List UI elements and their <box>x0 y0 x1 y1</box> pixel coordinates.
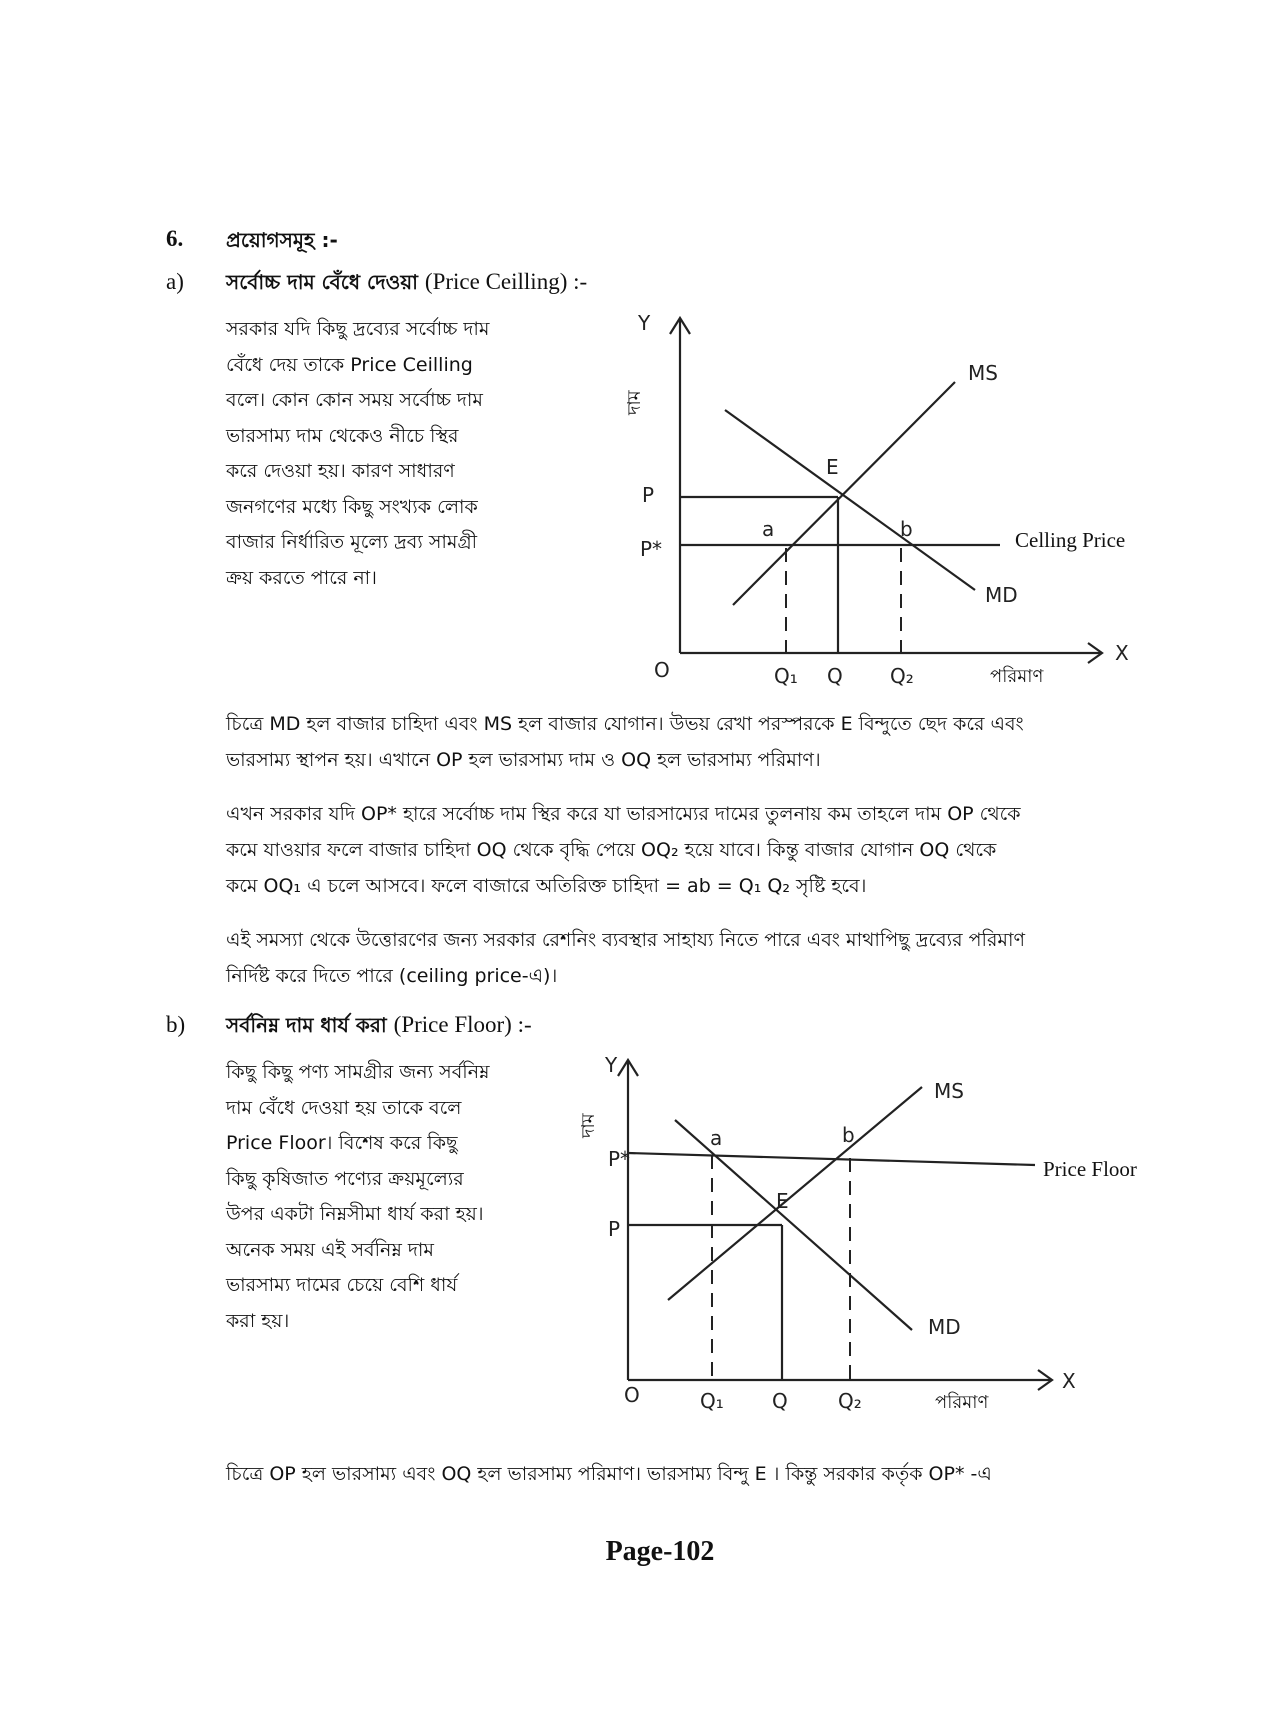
page-number: Page-102 <box>605 1536 715 1567</box>
para-line: কমে OQ₁ এ চলে আসবে। ফলে বাজারে অতিরিক্ত চাহিদা = ab = Q₁ Q₂ সৃষ্টি হবে। <box>226 875 867 897</box>
part-b-label: b) <box>166 1012 186 1037</box>
equilibrium-label: E <box>776 1189 789 1213</box>
side-line: ভারসাম্য দামের চেয়ে বেশি ধার্য <box>226 1274 458 1296</box>
origin-label: O <box>654 658 670 682</box>
part-a-label: a) <box>166 269 184 294</box>
para-line: চিত্রে MD হল বাজার চাহিদা এবং MS হল বাজার যোগান। উভয় রেখা পরস্পরকে E বিন্দুতে ছেদ করে এবং <box>226 713 1024 735</box>
side-line: কিছু কৃষিজাত পণ্যের ক্রয়মূল্যের <box>226 1167 464 1190</box>
para-line: নির্দিষ্ট করে দিতে পারে (ceiling price-এ)। <box>226 965 558 987</box>
ms-label: MS <box>968 361 998 385</box>
price-axis-label: দাম <box>624 390 645 415</box>
p-label: P <box>608 1217 621 1241</box>
md-label: MD <box>985 583 1018 607</box>
part-a-title-en: (Price Ceilling) :- <box>424 269 588 294</box>
origin-label: O <box>624 1383 640 1407</box>
section-title: প্রয়োগসমূহ :- <box>226 228 338 252</box>
q-label: Q <box>827 664 843 688</box>
side-line: করা হয়। <box>226 1309 290 1332</box>
para-line: চিত্রে OP হল ভারসাম্য এবং OQ হল ভারসাম্য পরিমাণ। ভারসাম্য বিন্দু E । কিন্তু সরকার কর্তৃক OP* -এ <box>226 1463 992 1485</box>
p-star-label: P* <box>608 1147 631 1171</box>
equilibrium-label: E <box>826 455 839 479</box>
quantity-axis-label: পরিমাণ <box>935 1392 989 1413</box>
q-label: Q <box>772 1389 788 1413</box>
part-b-title-bn: সর্বনিম্ন দাম ধার্য করা <box>226 1013 387 1037</box>
x-axis-label: X <box>1062 1369 1076 1393</box>
q1-label: Q₁ <box>774 664 798 688</box>
part-b-title-en: (Price Floor) :- <box>393 1012 532 1037</box>
md-label: MD <box>928 1315 961 1339</box>
side-line: জনগণের মধ্যে কিছু সংখ্যক লোক <box>226 495 478 518</box>
price-floor-label: Price Floor <box>1043 1157 1137 1181</box>
side-line: কিছু কিছু পণ্য সামগ্রীর জন্য সর্বনিম্ন <box>226 1061 490 1083</box>
side-line: করে দেওয়া হয়। কারণ সাধারণ <box>226 460 455 482</box>
point-b-label: b <box>900 517 913 541</box>
side-line: উপর একটা নিম্নসীমা ধার্য করা হয়। <box>226 1203 484 1225</box>
side-line: বাজার নির্ধারিত মূল্যে দ্রব্য সামগ্রী <box>226 531 478 553</box>
ceiling-price-label: Celling Price <box>1015 528 1126 552</box>
para-line: এখন সরকার যদি OP* হারে সর্বোচ্চ দাম স্থির করে যা ভারসাম্যের দামের তুলনায় কম তাহলে দাম OP থেকে <box>226 803 1021 825</box>
side-line: ক্রয় করতে পারে না। <box>226 566 377 589</box>
p-star-label: P* <box>640 537 663 561</box>
side-line: বেঁধে দেয় তাকে Price Ceilling <box>226 353 473 376</box>
side-line: সরকার যদি কিছু দ্রব্যের সর্বোচ্চ দাম <box>226 318 490 340</box>
q2-label: Q₂ <box>890 664 914 688</box>
point-a-label: a <box>762 517 775 541</box>
para-line: কমে যাওয়ার ফলে বাজার চাহিদা OQ থেকে বৃদ্ধি পেয়ে OQ₂ হয়ে যাবে। কিন্তু বাজার যোগান OQ থেকে <box>226 839 997 861</box>
q1-label: Q₁ <box>700 1389 724 1413</box>
quantity-axis-label: পরিমাণ <box>990 666 1044 687</box>
ms-label: MS <box>934 1079 964 1103</box>
para-line: ভারসাম্য স্থাপন হয়। এখানে OP হল ভারসাম্য দাম ও OQ হল ভারসাম্য পরিমাণ। <box>226 749 821 771</box>
side-line: বলে। কোন কোন সময় সর্বোচ্চ দাম <box>226 389 483 411</box>
side-line: ভারসাম্য দাম থেকেও নীচে স্থির <box>226 424 459 447</box>
supply-curve <box>668 1087 922 1300</box>
q2-label: Q₂ <box>838 1389 862 1413</box>
y-axis-label: Y <box>638 311 651 335</box>
part-b-para-1 <box>226 1456 1156 1492</box>
x-axis-label: X <box>1115 641 1129 665</box>
side-line: দাম বেঁধে দেওয়া হয় তাকে বলে <box>226 1096 462 1119</box>
part-a-title-bn: সর্বোচ্চ দাম বেঁধে দেওয়া <box>226 270 418 294</box>
side-line: অনেক সময় এই সর্বনিম্ন দাম <box>226 1238 434 1261</box>
y-axis-label: Y <box>605 1053 618 1077</box>
p-label: P <box>642 483 655 507</box>
section-number: 6. <box>166 226 184 251</box>
side-line: Price Floor। বিশেষ করে কিছু <box>226 1132 458 1154</box>
price-axis-label: দাম <box>578 1113 599 1138</box>
point-a-label: a <box>710 1126 723 1150</box>
para-line: এই সমস্যা থেকে উত্তোরণের জন্য সরকার রেশনিং ব্যবস্থার সাহায্য নিতে পারে এবং মাথাপিছু দ্রব্যের পরিমাণ <box>226 929 1025 951</box>
point-b-label: b <box>842 1123 855 1147</box>
